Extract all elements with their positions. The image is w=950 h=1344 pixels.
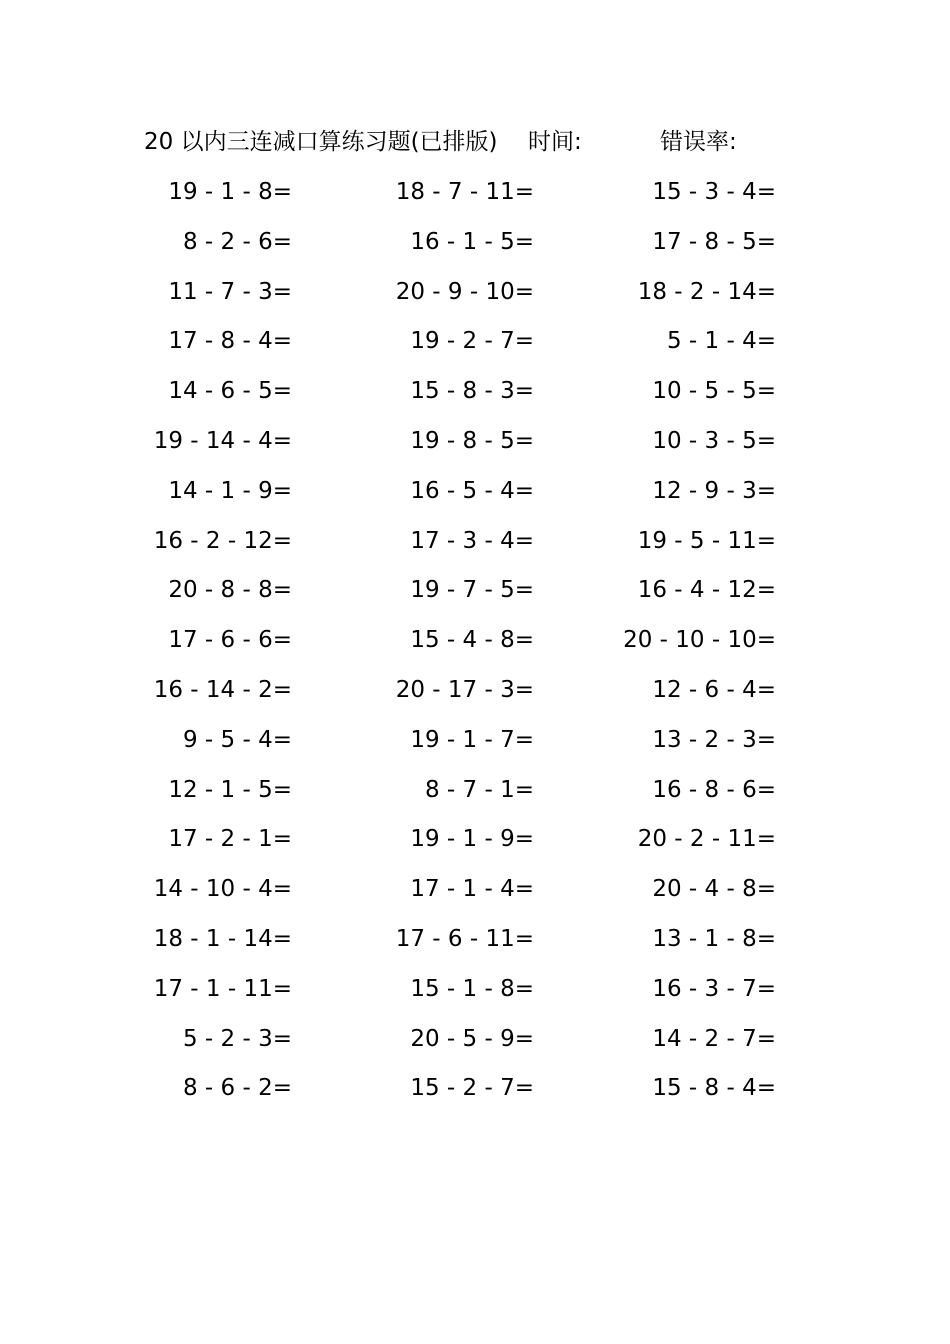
- problem-row: [0, 1068, 950, 1118]
- subtraction-problem: 20 - 17 - 3=: [395, 676, 534, 703]
- problem-row: [0, 969, 950, 1019]
- problem-row: [0, 919, 950, 969]
- subtraction-problem: 14 - 1 - 9=: [168, 477, 292, 504]
- subtraction-problem: 18 - 2 - 14=: [637, 278, 776, 305]
- subtraction-problem: 10 - 3 - 5=: [652, 427, 776, 454]
- subtraction-problem: 17 - 1 - 4=: [410, 876, 534, 903]
- subtraction-problem: 13 - 1 - 8=: [652, 925, 776, 952]
- worksheet-title: 20 以内三连减口算练习题(已排版): [144, 129, 498, 155]
- subtraction-problem: 20 - 4 - 8=: [652, 876, 776, 903]
- problem-row: [0, 222, 950, 272]
- subtraction-problem: 19 - 8 - 5=: [410, 427, 534, 454]
- problem-row: [0, 620, 950, 670]
- subtraction-problem: 16 - 4 - 12=: [637, 577, 776, 604]
- subtraction-problem: 17 - 1 - 11=: [153, 975, 292, 1002]
- subtraction-problem: 19 - 2 - 7=: [410, 328, 534, 355]
- subtraction-problem: 20 - 8 - 8=: [168, 577, 292, 604]
- problem-row: [0, 869, 950, 919]
- subtraction-problem: 14 - 2 - 7=: [652, 1025, 776, 1052]
- subtraction-problem: 11 - 7 - 3=: [168, 278, 292, 305]
- subtraction-problem: 15 - 2 - 7=: [410, 1075, 534, 1102]
- subtraction-problem: 14 - 6 - 5=: [168, 378, 292, 405]
- problem-row: [0, 770, 950, 820]
- subtraction-problem: 20 - 9 - 10=: [395, 278, 534, 305]
- subtraction-problem: 12 - 9 - 3=: [652, 477, 776, 504]
- subtraction-problem: 12 - 6 - 4=: [652, 676, 776, 703]
- error-rate-label: 错误率:: [660, 129, 737, 155]
- subtraction-problem: 19 - 1 - 9=: [410, 826, 534, 853]
- subtraction-problem: 17 - 6 - 11=: [395, 925, 534, 952]
- subtraction-problem: 17 - 8 - 5=: [652, 228, 776, 255]
- subtraction-problem: 19 - 7 - 5=: [410, 577, 534, 604]
- subtraction-problem: 12 - 1 - 5=: [168, 776, 292, 803]
- subtraction-problem: 16 - 14 - 2=: [153, 676, 292, 703]
- problem-row: [0, 172, 950, 222]
- problem-row: [0, 272, 950, 322]
- subtraction-problem: 16 - 5 - 4=: [410, 477, 534, 504]
- subtraction-problem: 10 - 5 - 5=: [652, 378, 776, 405]
- subtraction-problem: 9 - 5 - 4=: [182, 726, 292, 753]
- problem-row: [0, 421, 950, 471]
- subtraction-problem: 18 - 1 - 14=: [153, 925, 292, 952]
- problem-row: [0, 819, 950, 869]
- subtraction-problem: 19 - 1 - 8=: [168, 179, 292, 205]
- subtraction-problem: 16 - 1 - 5=: [410, 228, 534, 255]
- subtraction-problem: 8 - 6 - 2=: [182, 1075, 292, 1102]
- problem-row: [0, 321, 950, 371]
- subtraction-problem: 17 - 2 - 1=: [168, 826, 292, 853]
- subtraction-problem: 20 - 10 - 10=: [623, 627, 776, 654]
- problem-row: [0, 371, 950, 421]
- time-label: 时间:: [528, 129, 582, 155]
- subtraction-problem: 20 - 5 - 9=: [410, 1025, 534, 1052]
- subtraction-problem: 14 - 10 - 4=: [153, 876, 292, 903]
- subtraction-problem: 17 - 6 - 6=: [168, 627, 292, 654]
- subtraction-problem: 19 - 5 - 11=: [637, 527, 776, 554]
- subtraction-problem: 16 - 3 - 7=: [652, 975, 776, 1002]
- subtraction-problem: 20 - 2 - 11=: [637, 826, 776, 853]
- subtraction-problem: 15 - 3 - 4=: [652, 179, 776, 205]
- problem-row: [0, 670, 950, 720]
- subtraction-problem: 15 - 8 - 3=: [410, 378, 534, 405]
- subtraction-problem: 13 - 2 - 3=: [652, 726, 776, 753]
- problem-row: [0, 521, 950, 571]
- subtraction-problem: 15 - 1 - 8=: [410, 975, 534, 1002]
- subtraction-problem: 17 - 8 - 4=: [168, 328, 292, 355]
- subtraction-problem: 19 - 1 - 7=: [410, 726, 534, 753]
- problem-row: [0, 570, 950, 620]
- subtraction-problem: 18 - 7 - 11=: [395, 179, 534, 205]
- subtraction-problem: 16 - 2 - 12=: [153, 527, 292, 554]
- subtraction-problem: 5 - 2 - 3=: [182, 1025, 292, 1052]
- subtraction-problem: 15 - 4 - 8=: [410, 627, 534, 654]
- subtraction-problem: 15 - 8 - 4=: [652, 1075, 776, 1102]
- problem-row: [0, 471, 950, 521]
- problem-row: [0, 1019, 950, 1069]
- subtraction-problem: 5 - 1 - 4=: [666, 328, 776, 355]
- problem-row: [0, 720, 950, 770]
- subtraction-problem: 16 - 8 - 6=: [652, 776, 776, 803]
- subtraction-problem: 8 - 7 - 1=: [424, 776, 534, 803]
- subtraction-problem: 17 - 3 - 4=: [410, 527, 534, 554]
- subtraction-problem: 19 - 14 - 4=: [153, 427, 292, 454]
- problem-grid: [0, 172, 950, 1118]
- subtraction-problem: 8 - 2 - 6=: [182, 228, 292, 255]
